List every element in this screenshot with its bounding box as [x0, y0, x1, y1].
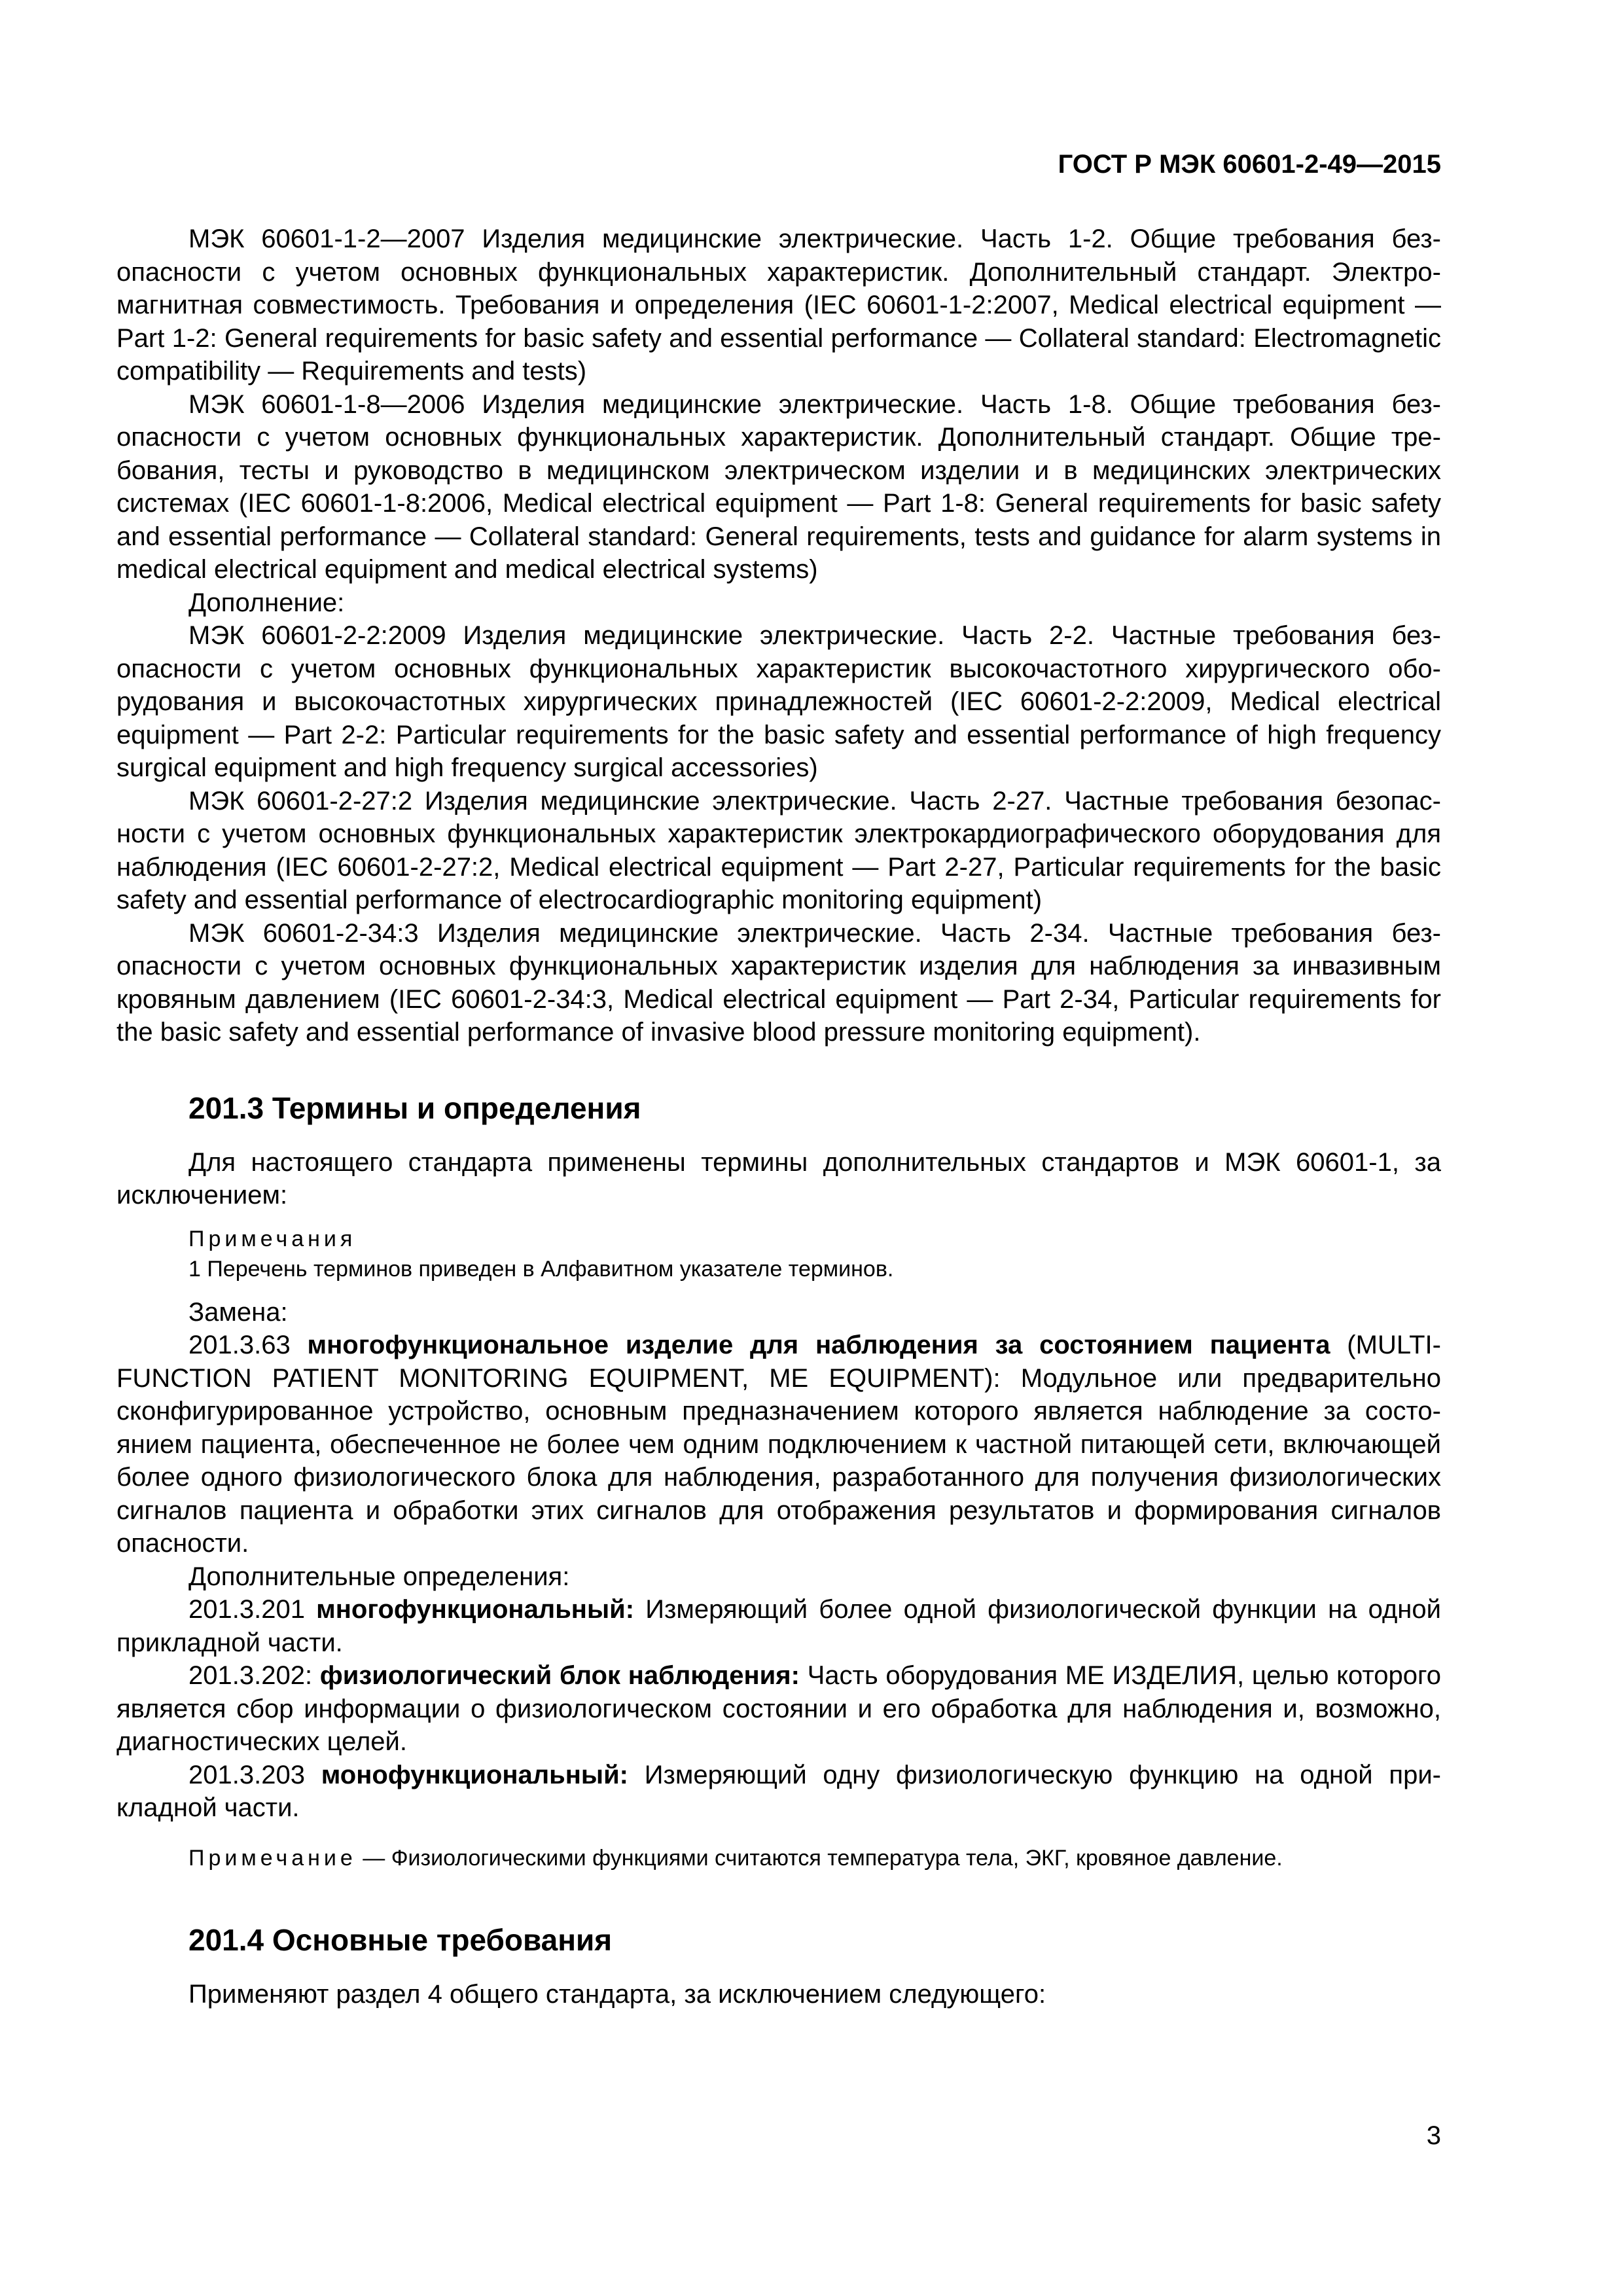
term-definition-63 [116, 1329, 1441, 1560]
term-text: Измеряющий более одной физиологической функции на одной прикладной части. [116, 1595, 1441, 1657]
note-text: — Физиологическими функциями считаются температура тела, ЭКГ, кровяное давление. [363, 1845, 1283, 1871]
term-name: многофункциональный: [316, 1595, 635, 1624]
section-text: Применяют раздел 4 общего стандарта, за исключением следующего: [188, 1979, 1046, 2009]
term-number: 201.3.201 [188, 1595, 305, 1624]
note-item: 1 Перечень терминов приведен в Алфавитном указателе терминов. [188, 1256, 894, 1282]
page-number: 3 [1426, 2121, 1441, 2150]
term-name: многофункциональное изделие для наблюдения за состоянием пациента [307, 1331, 1330, 1359]
additional-definitions-label: Дополнительные определения: [188, 1562, 570, 1591]
replacement-label: Замена: [188, 1297, 288, 1327]
term-definition-201 [116, 1593, 1441, 1659]
term-definition-202 [116, 1659, 1441, 1759]
term-number: 201.3.63 [188, 1331, 291, 1359]
supplement-label: Дополнение: [188, 588, 345, 617]
section-heading-201-3: 201.3 Термины и определения [188, 1090, 641, 1125]
term-name: монофункциональный: [321, 1760, 628, 1789]
note-label: Примечание [188, 1845, 357, 1871]
term-number: 201.3.202: [188, 1661, 313, 1690]
term-text: Измеряющий одну физиологическую функцию на одной прикладной части. [116, 1760, 1441, 1822]
note-paragraph [116, 1843, 1441, 1873]
term-name: физиологический блок наблюдения: [319, 1661, 800, 1690]
term-text: Часть оборудования ME ИЗДЕЛИЯ, целью которого является сбор информации о физиологическом состоянии и его обработка для наблюдения и, возможно, диагностических целей. [116, 1661, 1441, 1756]
reference-paragraph: МЭК 60601-1-8—2006 Изделия медицинские электрические. Часть 1-8. Общие требования безопасности с учетом основных функциональных характеристик. Дополнительный стандарт. Общие требования, тесты и руководство в медицинском электрическом изделии и в медицинских электрических системах (IEC 60601-1-8:2006, Medical electrical equipment — Part 1-8: General requirements for basic safety and essential performance — Collateral standard: General requirements, tests and guidance for alarm systems in medical electrical equipment and medical electrical systems) [116, 389, 1441, 584]
document-body [116, 223, 1441, 2011]
term-text: (MULTIFUNCTION PATIENT MONITORING EQUIPMENT, ME EQUIPMENT): Модульное или предварительно сконфигурированное устройство, основным предназначением которого является наблюдение за состоянием пациента, обеспеченное не более чем одним подключением к частной питающей сети, включающей более одного физиологического блока для наблюдения, разработанного для получения физиологических сигналов пациента и обработки этих сигналов для отображения результатов и формирования сигналов опасности. [116, 1331, 1441, 1558]
document-header: ГОСТ Р МЭК 60601-2-49—2015 [1058, 150, 1441, 179]
section-intro: Для настоящего стандарта применены термины дополнительных стандартов и МЭК 60601-1, за исключением: [116, 1147, 1441, 1210]
supplement-reference-paragraph: МЭК 60601-2-2:2009 Изделия медицинские электрические. Часть 2-2. Частные требования безопасности с учетом основных функциональных характеристик высокочастотного хирургического оборудования и высокочастотных хирургических принадлежностей (IEC 60601-2-2:2009, Medical electrical equipment — Part 2-2: Particular requirements for the basic safety and essential performance of high frequency surgical equipment and high frequency surgical accessories) [116, 621, 1441, 782]
supplement-reference-paragraph: МЭК 60601-2-27:2 Изделия медицинские электрические. Часть 2-27. Частные требования безопасности с учетом основных функциональных характеристик электрокардиографического оборудования для наблюдения (IEC 60601-2-27:2, Medical electrical equipment — Part 2-27, Particular requirements for the basic safety and essential performance of electrocardiographic monitoring equipment) [116, 786, 1441, 914]
supplement-reference-paragraph: МЭК 60601-2-34:3 Изделия медицинские электрические. Часть 2-34. Частные требования безопасности с учетом основных функциональных характеристик изделия для наблюдения за инвазивным кровяным давлением (IEC 60601-2-34:3, Medical electrical equipment — Part 2-34, Particular requirements for the basic safety and essential performance of invasive blood pressure monitoring equipment). [116, 918, 1441, 1047]
term-definition-203 [116, 1759, 1441, 1825]
section-heading-201-4: 201.4 Основные требования [188, 1922, 613, 1957]
term-number: 201.3.203 [188, 1760, 305, 1789]
notes-label: Примечания [188, 1226, 357, 1251]
reference-paragraph: МЭК 60601-1-2—2007 Изделия медицинские электрические. Часть 1-2. Общие требования безопасности с учетом основных функциональных характеристик. Дополнительный стандарт. Электромагнитная совместимость. Требования и определения (IEC 60601-1-2:2007, Medical electrical equipment — Part 1-2: General requirements for basic safety and essential performance — Collateral standard: Electromagnetic compatibility — Requirements and tests) [116, 224, 1441, 386]
